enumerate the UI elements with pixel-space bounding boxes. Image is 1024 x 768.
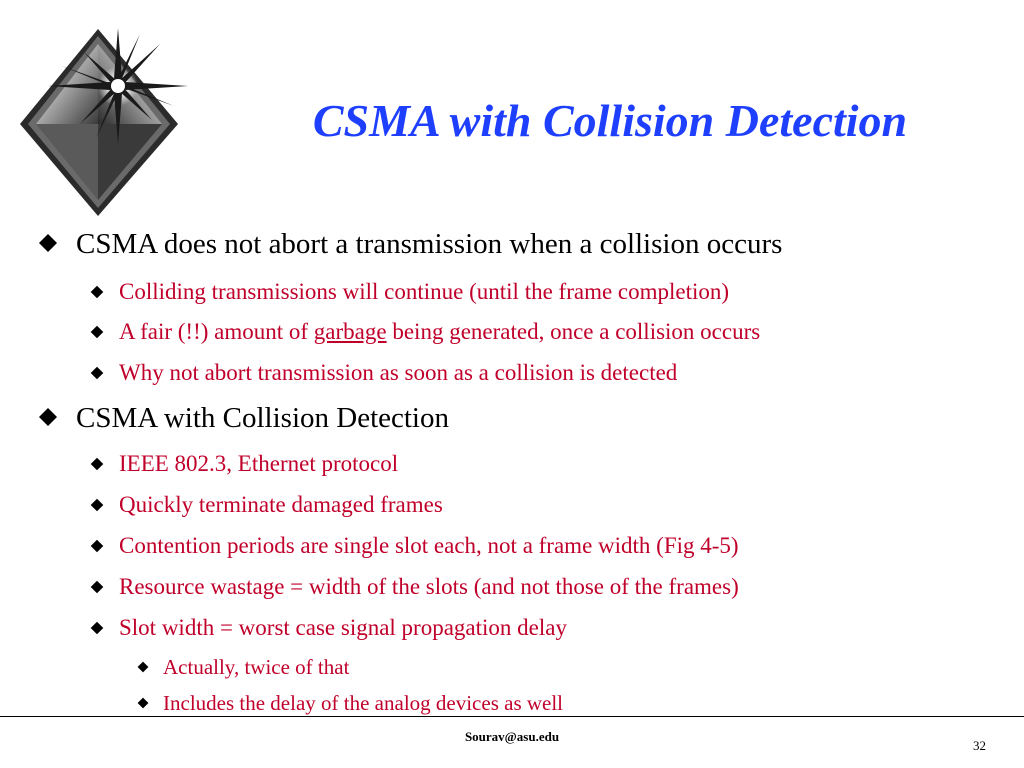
bullet-level2	[90, 615, 567, 641]
bullet-text: Includes the delay of the analog devices as well	[163, 691, 564, 715]
diamond-bullet-icon	[90, 366, 104, 380]
bullet-text: IEEE 802.3, Ethernet protocol	[119, 451, 399, 476]
bullet-level2	[90, 451, 398, 477]
page-number: 32	[973, 738, 986, 753]
bullet-level3	[137, 691, 563, 716]
bullet-text: Why not abort transmission as soon as a collision is detected	[119, 360, 678, 385]
bullet-level2	[90, 533, 739, 559]
footer-divider	[0, 716, 1024, 717]
diamond-bullet-icon	[90, 325, 104, 339]
diamond-bullet-icon	[137, 661, 149, 673]
diamond-bullet-icon	[90, 498, 104, 512]
footer-email: Sourav@asu.edu	[464, 729, 560, 744]
bullet-text-prefix: A fair (!!) amount of	[119, 319, 314, 344]
bullet-text: CSMA with Collision Detection	[76, 402, 449, 434]
bullet-level1	[38, 228, 782, 261]
bullet-text: Quickly terminate damaged frames	[119, 492, 443, 517]
bullet-level3	[137, 655, 349, 680]
diamond-bullet-icon	[90, 457, 104, 471]
diamond-bullet-icon	[90, 621, 104, 635]
underlined-word: garbage	[313, 319, 387, 344]
bullet-text: Colliding transmissions will continue (until the frame completion)	[119, 279, 730, 304]
bullet-text-suffix: being generated, once a collision occurs	[386, 319, 761, 344]
bullet-text: Slot width = worst case signal propagation delay	[119, 615, 567, 640]
bullet-text: Contention periods are single slot each, not a frame width (Fig 4-5)	[119, 533, 739, 558]
slide-title: CSMA with Collision Detection	[312, 95, 908, 146]
bullet-text: Actually, twice of that	[163, 655, 350, 679]
bullet-level1	[38, 402, 449, 435]
bullet-text: CSMA does not abort a transmission when a collision occurs	[76, 228, 783, 260]
bullet-text: Resource wastage = width of the slots (and not those of the frames)	[119, 574, 739, 599]
bullet-level2	[90, 279, 729, 305]
diamond-bullet-icon	[90, 580, 104, 594]
diamond-bullet-icon	[90, 285, 104, 299]
diamond-bullet-icon	[38, 233, 58, 253]
diamond-bullet-icon	[90, 539, 104, 553]
bullet-level2	[90, 360, 677, 386]
bullet-level2	[90, 492, 443, 518]
bullet-level2	[90, 574, 739, 600]
diamond-bullet-icon	[137, 697, 149, 709]
bullet-level2	[90, 319, 760, 345]
diamond-bullet-icon	[38, 407, 58, 427]
